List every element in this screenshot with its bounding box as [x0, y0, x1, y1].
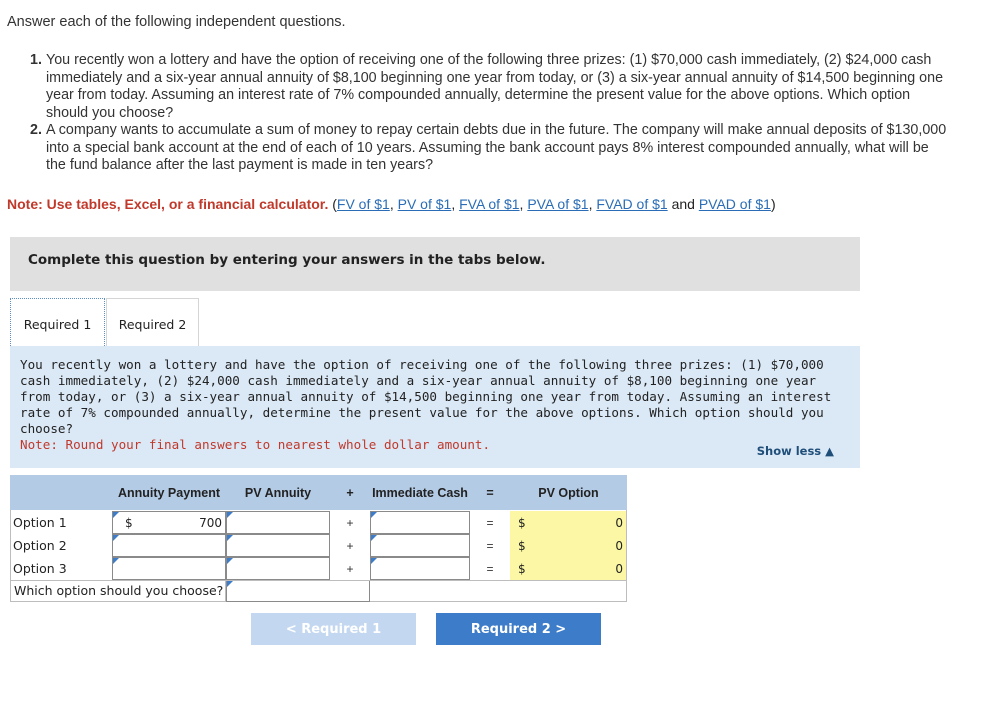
currency-symbol: $ [125, 515, 133, 530]
pv-option-value: 0 [615, 515, 623, 530]
row-label-option-3: Option 3 [13, 561, 67, 576]
choose-option-label: Which option should you choose? [10, 580, 226, 602]
link-fvad-of-1[interactable]: FVAD of $1 [596, 196, 668, 212]
pv-currency: $ [518, 538, 526, 553]
plus-sign: + [346, 515, 354, 530]
header-equals: = [470, 475, 510, 510]
intro-text: Answer each of the following independent questions. [7, 14, 346, 30]
pv-option-output-3 [510, 557, 627, 580]
pv-annuity-input-option-2[interactable] [226, 534, 330, 557]
question-number: 2. [30, 122, 42, 138]
show-less-toggle[interactable]: Show less ▲ [756, 444, 834, 458]
header-blank [10, 475, 112, 510]
plus-sign: + [346, 538, 354, 553]
note-label: Note: Use tables, Excel, or a financial calculator. [7, 196, 329, 212]
link-fva-of-1[interactable]: FVA of $1 [459, 196, 520, 212]
annuity-payment-input-option-2[interactable] [112, 534, 226, 557]
row-label-option-2: Option 2 [13, 538, 67, 553]
header-annuity-payment: Annuity Payment [112, 475, 226, 510]
immediate-cash-input-option-1[interactable] [370, 511, 470, 534]
annuity-payment-value: 700 [199, 515, 222, 530]
next-required-2-button[interactable]: Required 2 > [436, 613, 601, 645]
tab-required-2[interactable]: Required 2 [106, 298, 199, 346]
annuity-payment-input-option-3[interactable] [112, 557, 226, 580]
question-text: A company wants to accumulate a sum of money to repay certain debts due in the future. The company will make annual deposits of $130,000 into a special bank account at the end of each of 10 years. Assuming the bank account pays 8% interest compounded annually, what will be the fund balance after the last payment is made in ten years? [46, 122, 947, 173]
question-item [30, 52, 950, 122]
pv-option-output-2 [510, 534, 627, 557]
equals-sign: = [486, 538, 494, 553]
empty-cell [370, 580, 627, 602]
header-immediate-cash: Immediate Cash [370, 475, 470, 510]
header-pv-annuity: PV Annuity [226, 475, 330, 510]
previous-required-1-button[interactable]: < Required 1 [251, 613, 416, 645]
link-pv-of-1[interactable]: PV of $1 [397, 196, 452, 212]
header-plus: + [330, 475, 370, 510]
equals-sign: = [486, 561, 494, 576]
rounding-note: Note: Round your final answers to nearest whole dollar amount. [20, 437, 491, 452]
answer-table [10, 475, 627, 602]
note-line: Note: Use tables, Excel, or a financial calculator. (FV of $1, PV of $1, FVA of $1, PVA of $1, FVAD of $1 and PVAD of $1) [7, 196, 776, 212]
tab-required-1[interactable]: Required 1 [10, 298, 105, 346]
link-pva-of-1[interactable]: PVA of $1 [527, 196, 589, 212]
pv-annuity-input-option-1[interactable] [226, 511, 330, 534]
instructions-banner: Complete this question by entering your answers in the tabs below. [10, 237, 860, 291]
immediate-cash-input-option-3[interactable] [370, 557, 470, 580]
plus-sign: + [346, 561, 354, 576]
question-panel [10, 346, 860, 468]
question-number: 1. [30, 52, 42, 68]
pv-option-value: 0 [615, 561, 623, 576]
pv-currency: $ [518, 561, 526, 576]
pv-option-output-1 [510, 511, 627, 534]
question-list [30, 52, 950, 175]
question-item [30, 122, 950, 175]
pv-annuity-input-option-3[interactable] [226, 557, 330, 580]
link-fv-of-1[interactable]: FV of $1 [336, 196, 390, 212]
header-pv-option: PV Option [510, 475, 627, 510]
equals-sign: = [486, 515, 494, 530]
annuity-payment-input-option-1[interactable] [112, 511, 226, 534]
row-label-option-1: Option 1 [13, 515, 67, 530]
link-pvad-of-1[interactable]: PVAD of $1 [698, 196, 771, 212]
immediate-cash-input-option-2[interactable] [370, 534, 470, 557]
question-text: You recently won a lottery and have the option of receiving one of the following three prizes: (1) $70,000 cash immediately, (2) $24,000 cash immediately and a six-year annual annuity of $8,100 beginning one year from today, or (3) a six-year annual annuity of $14,500 beginning one year from today. Assuming an interest rate of 7% compounded annually, determine the present value for the above options. Which option should you choose? [46, 52, 944, 121]
pv-option-value: 0 [615, 538, 623, 553]
choose-option-input[interactable] [226, 580, 370, 602]
panel-question-text: You recently won a lottery and have the option of receiving one of the following three prizes: (1) $70,000 cash immediately, (2) $24,000 cash immediately and a six-year annual annuity of $8,100 beginning one year from today, or (3) a six-year annual annuity of $14,500 beginning one year from today. Assuming an interest rate of 7% compounded annually, determine the present value for the above options. Which option should you choose? [20, 357, 832, 436]
pv-currency: $ [518, 515, 526, 530]
